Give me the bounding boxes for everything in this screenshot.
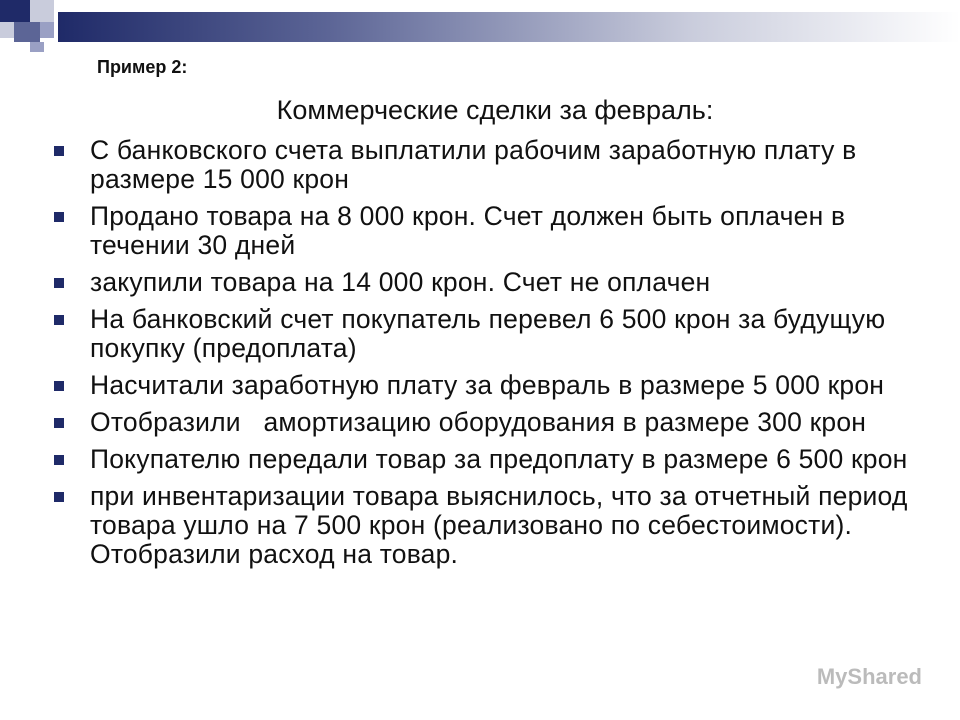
decor-square-dark	[0, 0, 30, 22]
bullet-square-icon	[54, 492, 64, 502]
bullet-square-icon	[54, 278, 64, 288]
list-item	[52, 136, 912, 194]
list-item	[52, 408, 912, 437]
bullet-square-icon	[54, 455, 64, 465]
bullet-list	[52, 136, 912, 577]
list-item-text: при инвентаризации товара выяснилось, что за отчетный период товара ушло на 7 500 крон (реализовано по себестоимости). Отобразили расход на товар.	[90, 481, 908, 569]
decor-square-mid	[30, 42, 44, 52]
example-label: Пример 2:	[97, 57, 188, 77]
bullet-square-icon	[54, 212, 64, 222]
list-item-text: Отобразили амортизацию оборудования в размере 300 крон	[90, 407, 867, 437]
list-item	[52, 445, 912, 474]
decor-square-light	[30, 0, 54, 22]
slide-heading: Коммерческие сделки за февраль:	[276, 95, 714, 125]
decor-square-light	[40, 22, 54, 38]
list-item	[52, 305, 912, 363]
list-item	[52, 202, 912, 260]
list-item-text: Покупателю передали товар за предоплату в размере 6 500 крон	[90, 444, 908, 474]
list-item	[52, 482, 912, 569]
list-item-text: Продано товара на 8 000 крон. Счет должен быть оплачен в течении 30 дней	[90, 201, 846, 260]
list-item-text: На банковский счет покупатель перевел 6 500 крон за будущую покупку (предоплата)	[90, 304, 886, 363]
list-item-text: Насчитали заработную плату за февраль в размере 5 000 крон	[90, 370, 885, 400]
watermark-logo: MyShared	[816, 664, 922, 689]
bullet-square-icon	[54, 381, 64, 391]
header-gradient-bar	[58, 12, 960, 42]
bullet-square-icon	[54, 418, 64, 428]
bullet-square-icon	[54, 315, 64, 325]
decor-square-mid	[14, 22, 40, 42]
list-item-text: закупили товара на 14 000 крон. Счет не оплачен	[90, 267, 711, 297]
bullet-square-icon	[54, 146, 64, 156]
list-item	[52, 371, 912, 400]
decor-square-light	[0, 22, 14, 38]
list-item-text: С банковского счета выплатили рабочим заработную плату в размере 15 000 крон	[90, 135, 857, 194]
list-item	[52, 268, 912, 297]
